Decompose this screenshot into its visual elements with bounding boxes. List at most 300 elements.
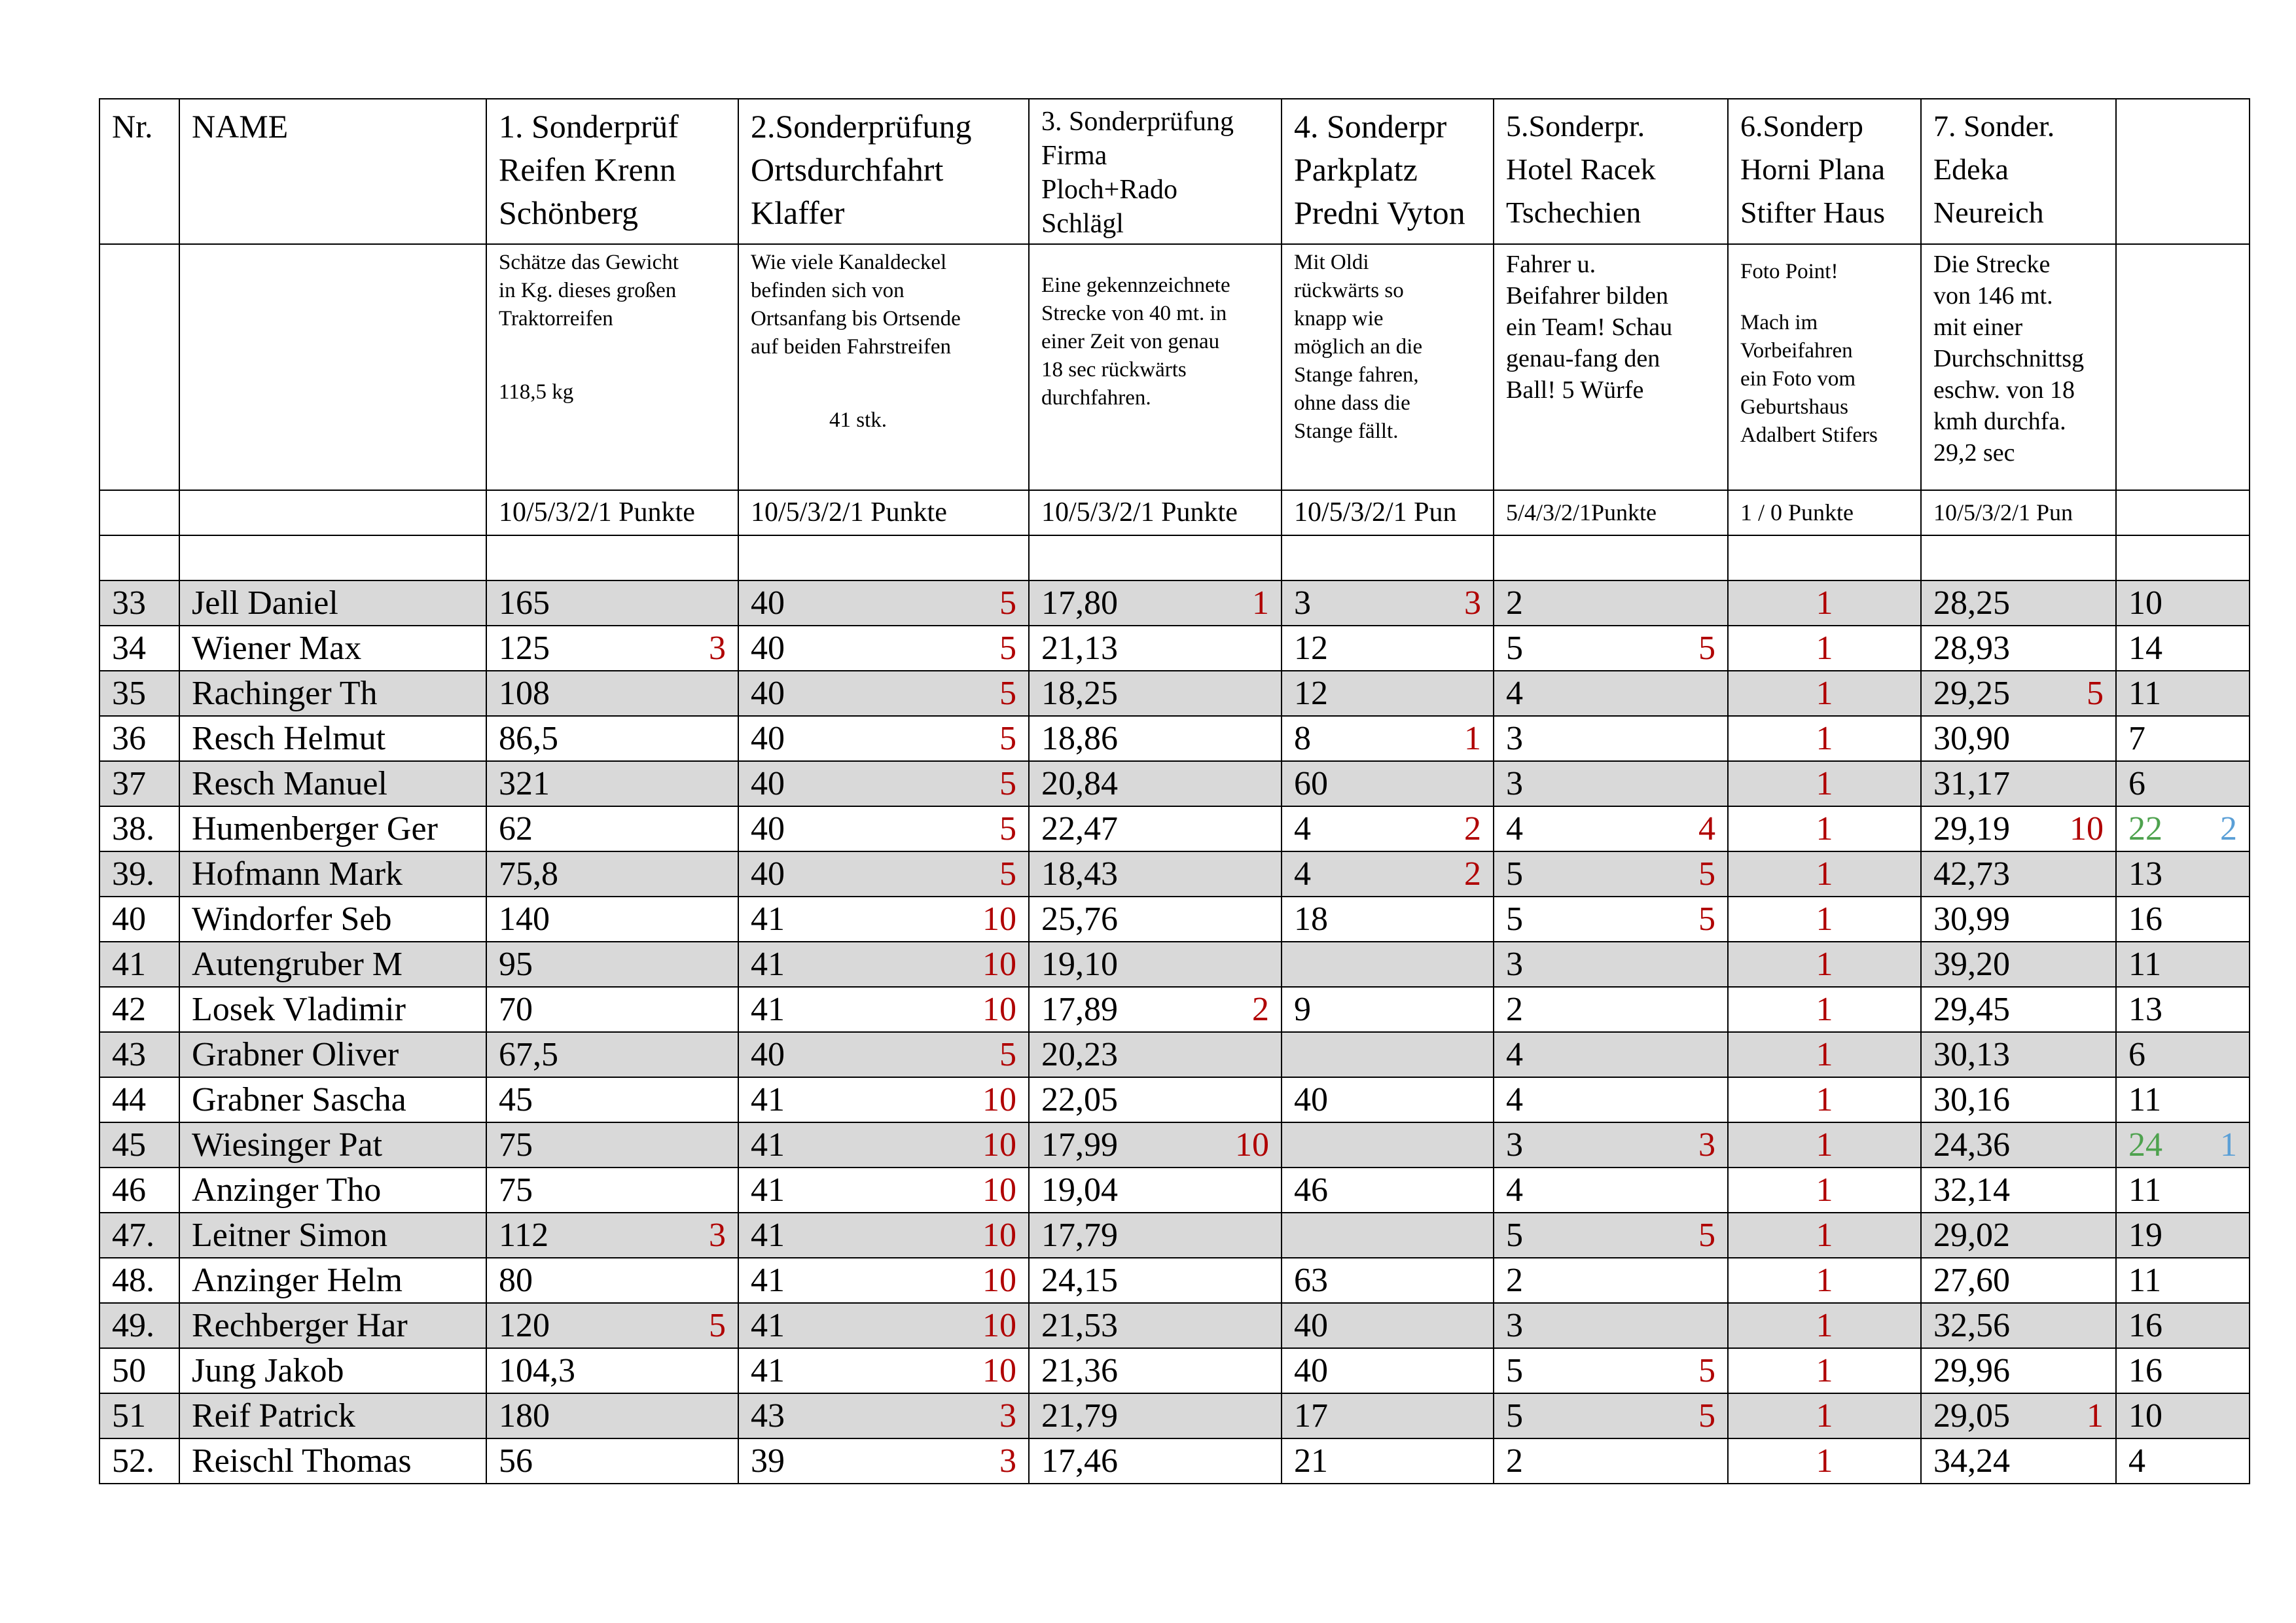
cell-name-value: Reischl Thomas xyxy=(192,1442,412,1480)
cell-sp7-value: 28,93 xyxy=(1933,630,2010,667)
cell-sp3-value: 19,04 xyxy=(1041,1171,1118,1209)
cell-sp4-value: 46 xyxy=(1294,1171,1328,1209)
cell-total-value: 16 xyxy=(2128,1352,2162,1389)
cell-sp7 xyxy=(1921,1032,2116,1077)
cell-sp1-value: 80 xyxy=(499,1262,533,1299)
cell-name xyxy=(179,1077,486,1122)
cell-total-value: 6 xyxy=(2128,1036,2145,1073)
header-sp7-line: 7. Sonder. xyxy=(1933,109,2055,143)
cell-sp2-value: 41 xyxy=(751,946,785,983)
header-sp4-line: Predni Vyton xyxy=(1294,194,1465,231)
cell-sp2 xyxy=(738,851,1029,897)
desc-line: befinden sich von xyxy=(751,279,905,302)
cell-total xyxy=(2116,806,2250,851)
desc-line: Adalbert Stifers xyxy=(1740,423,1878,447)
cell-total-value: 13 xyxy=(2128,855,2162,893)
cell-sp6-points: 1 xyxy=(1816,1262,1833,1299)
desc-line: Traktorreifen xyxy=(499,307,613,330)
cell-sp2-value: 41 xyxy=(751,1262,785,1299)
cell-sp3 xyxy=(1029,897,1282,942)
cell-sp1 xyxy=(486,761,738,806)
cell-total xyxy=(2116,1258,2250,1303)
cell-name-value: Jung Jakob xyxy=(192,1352,344,1389)
header-sp5-line: 5.Sonderpr. xyxy=(1506,109,1645,143)
cell-sp2 xyxy=(738,1393,1029,1438)
cell-total xyxy=(2116,671,2250,716)
table-row xyxy=(99,942,2250,987)
cell-nr-value: 49. xyxy=(112,1307,154,1344)
cell-name-value: Resch Manuel xyxy=(192,765,387,802)
cell-sp2-points: 5 xyxy=(999,765,1016,802)
cell-sp2 xyxy=(738,1258,1029,1303)
cell-name xyxy=(179,1122,486,1168)
cell-name xyxy=(179,897,486,942)
table-row xyxy=(99,987,2250,1032)
cell-sp6 xyxy=(1728,1213,1921,1258)
cell-sp2 xyxy=(738,761,1029,806)
desc-line: Ortsanfang bis Ortsende xyxy=(751,307,961,330)
cell-sp3-value: 18,43 xyxy=(1041,855,1118,893)
cell-sp5 xyxy=(1494,1213,1728,1258)
cell-sp3-value: 17,80 xyxy=(1041,584,1118,622)
cell-total-value: 6 xyxy=(2128,765,2145,802)
header-sp4-line: 4. Sonderpr xyxy=(1294,108,1447,145)
cell-sp2-value: 41 xyxy=(751,991,785,1028)
cell-sp4 xyxy=(1282,580,1494,626)
cell-sp1-points: 3 xyxy=(709,1217,726,1254)
cell-sp6-points: 1 xyxy=(1816,1352,1833,1389)
cell-sp5-value: 4 xyxy=(1506,675,1523,712)
cell-sp5 xyxy=(1494,1438,1728,1484)
cell-sp3 xyxy=(1029,1122,1282,1168)
header-sp5-line: Tschechien xyxy=(1506,196,1641,229)
cell-name-value: Hofmann Mark xyxy=(192,855,403,893)
cell-total xyxy=(2116,716,2250,761)
table-row xyxy=(99,1213,2250,1258)
cell-sp3-value: 17,89 xyxy=(1041,991,1118,1028)
cell-sp5 xyxy=(1494,761,1728,806)
cell-sp4-value: 21 xyxy=(1294,1442,1328,1480)
cell-sp7-points: 5 xyxy=(2087,675,2104,712)
header-sp1-line: 1. Sonderprüf xyxy=(499,108,679,145)
cell-total-value: 13 xyxy=(2128,991,2162,1028)
cell-sp2-value: 41 xyxy=(751,1307,785,1344)
cell-sp2 xyxy=(738,626,1029,671)
cell-sp5 xyxy=(1494,1122,1728,1168)
cell-sp2 xyxy=(738,1303,1029,1348)
cell-sp3-value: 21,79 xyxy=(1041,1397,1118,1435)
cell-sp7 xyxy=(1921,626,2116,671)
desc-line: genau-fang den xyxy=(1506,345,1660,372)
cell-sp3-points: 10 xyxy=(1235,1126,1269,1164)
cell-sp7 xyxy=(1921,942,2116,987)
table-row xyxy=(99,580,2250,626)
desc-sp4 xyxy=(1282,244,1494,490)
cell-sp2-value: 40 xyxy=(751,1036,785,1073)
cell-sp4 xyxy=(1282,1393,1494,1438)
cell-sp1-value: 86,5 xyxy=(499,720,558,757)
cell-sp1-value: 95 xyxy=(499,946,533,983)
cell-total xyxy=(2116,1393,2250,1438)
cell-nr-value: 38. xyxy=(112,810,154,847)
cell-sp6-points: 1 xyxy=(1816,1217,1833,1254)
desc-line: Durchschnittsg xyxy=(1933,345,2085,372)
desc-sp2 xyxy=(738,244,1029,490)
desc-line: einer Zeit von genau xyxy=(1041,329,1220,353)
cell-nr xyxy=(99,987,179,1032)
cell-total-value: 11 xyxy=(2128,1171,2162,1209)
cell-sp7 xyxy=(1921,671,2116,716)
cell-rank: 2 xyxy=(2220,810,2237,847)
cell-sp1 xyxy=(486,1303,738,1348)
cell-sp1-value: 56 xyxy=(499,1442,533,1480)
cell-sp2-points: 10 xyxy=(982,946,1016,983)
cell-sp5-value: 3 xyxy=(1506,1307,1523,1344)
cell-name xyxy=(179,1258,486,1303)
cell-name xyxy=(179,1438,486,1484)
cell-sp5-points: 5 xyxy=(1698,1352,1715,1389)
cell-sp5 xyxy=(1494,897,1728,942)
cell-sp5-value: 5 xyxy=(1506,901,1523,938)
cell-name xyxy=(179,1213,486,1258)
description-row xyxy=(99,244,2250,490)
cell-nr xyxy=(99,1213,179,1258)
header-sp4 xyxy=(1282,99,1494,244)
desc-line: 18 sec rückwärts xyxy=(1041,357,1187,382)
cell-sp1-value: 67,5 xyxy=(499,1036,558,1073)
cell-sp5-value: 3 xyxy=(1506,765,1523,802)
cell-sp6-points: 1 xyxy=(1816,1442,1833,1480)
cell-sp4-points: 2 xyxy=(1464,810,1481,847)
cell-sp1 xyxy=(486,806,738,851)
cell-sp4 xyxy=(1282,671,1494,716)
cell-sp3-value: 22,05 xyxy=(1041,1081,1118,1118)
header-sp5-line: Hotel Racek xyxy=(1506,152,1656,186)
cell-sp6-points: 1 xyxy=(1816,1307,1833,1344)
cell-sp4 xyxy=(1282,1077,1494,1122)
desc-line: Die Strecke xyxy=(1933,251,2051,278)
cell-sp1 xyxy=(486,1393,738,1438)
desc-line: Eine gekennzeichnete xyxy=(1041,273,1230,297)
desc-line: knapp wie xyxy=(1294,307,1384,330)
cell-name xyxy=(179,580,486,626)
cell-total-value: 7 xyxy=(2128,720,2145,757)
spacer-row xyxy=(99,535,2250,580)
cell-sp2-value: 40 xyxy=(751,765,785,802)
cell-sp6 xyxy=(1728,761,1921,806)
desc-line: Ball! 5 Würfe xyxy=(1506,376,1644,404)
cell-total xyxy=(2116,1438,2250,1484)
cell-sp5-value: 5 xyxy=(1506,1217,1523,1254)
cell-sp7 xyxy=(1921,1077,2116,1122)
cell-sp2-value: 41 xyxy=(751,901,785,938)
cell-nr xyxy=(99,1258,179,1303)
cell-sp1-value: 120 xyxy=(499,1307,550,1344)
cell-sp5-value: 5 xyxy=(1506,1352,1523,1389)
cell-sp4-points: 3 xyxy=(1464,584,1481,622)
cell-total-value: 11 xyxy=(2128,1262,2162,1299)
cell-sp3-value: 19,10 xyxy=(1041,946,1118,983)
cell-name-value: Grabner Oliver xyxy=(192,1036,399,1073)
cell-sp3-value: 21,13 xyxy=(1041,630,1118,667)
cell-sp5-value: 5 xyxy=(1506,630,1523,667)
cell-sp2-value: 40 xyxy=(751,720,785,757)
cell-sp6 xyxy=(1728,580,1921,626)
table-row xyxy=(99,716,2250,761)
cell-sp1-value: 321 xyxy=(499,765,550,802)
cell-sp1-value: 125 xyxy=(499,630,550,667)
desc-line: kmh durchfa. xyxy=(1933,408,2066,435)
cell-sp6-points: 1 xyxy=(1816,991,1833,1028)
cell-sp7-value: 30,99 xyxy=(1933,901,2010,938)
cell-sp7 xyxy=(1921,1393,2116,1438)
cell-sp7 xyxy=(1921,806,2116,851)
points-sp6: 1 / 0 Punkte xyxy=(1728,490,1921,535)
cell-sp6-points: 1 xyxy=(1816,946,1833,983)
cell-total-value: 4 xyxy=(2128,1442,2145,1480)
cell-sp2 xyxy=(738,1122,1029,1168)
cell-sp7 xyxy=(1921,1122,2116,1168)
desc-sp3 xyxy=(1029,244,1282,490)
cell-sp4 xyxy=(1282,761,1494,806)
cell-sp2-points: 10 xyxy=(982,1126,1016,1164)
table-row xyxy=(99,1438,2250,1484)
cell-sp6-points: 1 xyxy=(1816,1081,1833,1118)
cell-name xyxy=(179,1168,486,1213)
cell-name xyxy=(179,761,486,806)
cell-sp7 xyxy=(1921,1213,2116,1258)
cell-sp1 xyxy=(486,1213,738,1258)
cell-nr xyxy=(99,942,179,987)
cell-sp6 xyxy=(1728,671,1921,716)
cell-sp3 xyxy=(1029,1032,1282,1077)
cell-name xyxy=(179,987,486,1032)
cell-name-value: Losek Vladimir xyxy=(192,991,406,1028)
cell-sp6 xyxy=(1728,942,1921,987)
cell-sp7 xyxy=(1921,761,2116,806)
cell-sp1 xyxy=(486,1258,738,1303)
cell-sp5 xyxy=(1494,1168,1728,1213)
cell-sp4 xyxy=(1282,1122,1494,1168)
cell-sp7-value: 32,56 xyxy=(1933,1307,2010,1344)
cell-sp2 xyxy=(738,716,1029,761)
header-sp3 xyxy=(1029,99,1282,244)
cell-total xyxy=(2116,1348,2250,1393)
desc-line: 29,2 sec xyxy=(1933,439,2015,467)
cell-sp7 xyxy=(1921,1258,2116,1303)
cell-sp1-value: 75 xyxy=(499,1171,533,1209)
cell-sp4-value: 9 xyxy=(1294,991,1311,1028)
cell-nr-value: 44 xyxy=(112,1081,146,1118)
cell-sp1 xyxy=(486,580,738,626)
cell-sp3-value: 17,46 xyxy=(1041,1442,1118,1480)
cell-sp4 xyxy=(1282,987,1494,1032)
desc-line: Beifahrer bilden xyxy=(1506,282,1668,310)
desc-line: Fahrer u. xyxy=(1506,251,1596,278)
cell-sp1-value: 104,3 xyxy=(499,1352,575,1389)
cell-sp7-points: 10 xyxy=(2070,810,2104,847)
cell-sp4 xyxy=(1282,1168,1494,1213)
cell-sp6 xyxy=(1728,851,1921,897)
cell-sp1-points: 5 xyxy=(709,1307,726,1344)
cell-total xyxy=(2116,897,2250,942)
cell-sp5-value: 2 xyxy=(1506,1262,1523,1299)
desc-sp6 xyxy=(1728,244,1921,490)
points-sp7: 10/5/3/2/1 Pun xyxy=(1921,490,2116,535)
cell-sp6 xyxy=(1728,1168,1921,1213)
cell-sp1 xyxy=(486,942,738,987)
cell-sp1 xyxy=(486,671,738,716)
cell-nr-value: 47. xyxy=(112,1217,154,1254)
cell-sp4-value: 8 xyxy=(1294,720,1311,757)
cell-name-value: Windorfer Seb xyxy=(192,901,392,938)
cell-sp3 xyxy=(1029,987,1282,1032)
cell-sp2-points: 10 xyxy=(982,1081,1016,1118)
cell-sp2-points: 3 xyxy=(999,1397,1016,1435)
cell-sp2-value: 41 xyxy=(751,1171,785,1209)
cell-sp7 xyxy=(1921,1168,2116,1213)
cell-sp6 xyxy=(1728,1438,1921,1484)
cell-sp2-value: 40 xyxy=(751,855,785,893)
cell-sp6-points: 1 xyxy=(1816,675,1833,712)
cell-total-value: 19 xyxy=(2128,1217,2162,1254)
cell-sp1 xyxy=(486,1032,738,1077)
cell-sp3-points: 1 xyxy=(1252,584,1269,622)
cell-sp5 xyxy=(1494,1032,1728,1077)
cell-sp6-points: 1 xyxy=(1816,1126,1833,1164)
cell-sp2-points: 10 xyxy=(982,1307,1016,1344)
cell-sp3-value: 17,79 xyxy=(1041,1217,1118,1254)
cell-sp3 xyxy=(1029,851,1282,897)
cell-sp5-value: 3 xyxy=(1506,1126,1523,1164)
header-sp2 xyxy=(738,99,1029,244)
cell-nr xyxy=(99,1438,179,1484)
cell-sp7 xyxy=(1921,897,2116,942)
cell-sp7 xyxy=(1921,716,2116,761)
cell-nr xyxy=(99,1168,179,1213)
cell-sp5 xyxy=(1494,806,1728,851)
cell-sp5 xyxy=(1494,942,1728,987)
cell-total xyxy=(2116,1077,2250,1122)
cell-sp2-value: 39 xyxy=(751,1442,785,1480)
header-sp3-line: Schlägl xyxy=(1041,209,1124,239)
desc-line: durchfahren. xyxy=(1041,385,1151,410)
cell-sp4 xyxy=(1282,626,1494,671)
cell-sp5 xyxy=(1494,626,1728,671)
cell-sp5 xyxy=(1494,1393,1728,1438)
cell-sp3-value: 18,25 xyxy=(1041,675,1118,712)
cell-nr-value: 50 xyxy=(112,1352,146,1389)
cell-sp1-value: 140 xyxy=(499,901,550,938)
cell-sp4 xyxy=(1282,1258,1494,1303)
cell-sp2-points: 10 xyxy=(982,1352,1016,1389)
desc-line: Schätze das Gewicht xyxy=(499,251,679,274)
cell-sp1 xyxy=(486,1122,738,1168)
cell-sp2 xyxy=(738,987,1029,1032)
cell-nr xyxy=(99,1077,179,1122)
cell-nr-value: 35 xyxy=(112,675,146,712)
desc-line: Strecke von 40 mt. in xyxy=(1041,301,1227,325)
cell-sp3 xyxy=(1029,1168,1282,1213)
cell-total-value: 16 xyxy=(2128,901,2162,938)
cell-nr xyxy=(99,1122,179,1168)
cell-sp4 xyxy=(1282,806,1494,851)
cell-name-value: Reif Patrick xyxy=(192,1397,355,1435)
cell-sp7 xyxy=(1921,1438,2116,1484)
desc-line: Foto Point! xyxy=(1740,260,1839,283)
cell-total-value: 22 xyxy=(2128,810,2162,847)
cell-nr-value: 45 xyxy=(112,1126,146,1164)
cell-sp2-value: 41 xyxy=(751,1352,785,1389)
cell-sp5-value: 4 xyxy=(1506,1036,1523,1073)
header-sp2-line: Ortsdurchfahrt xyxy=(751,151,944,188)
cell-nr xyxy=(99,626,179,671)
header-sp7-line: Neureich xyxy=(1933,196,2044,229)
cell-sp2-points: 5 xyxy=(999,675,1016,712)
cell-sp7-value: 32,14 xyxy=(1933,1171,2010,1209)
cell-sp2 xyxy=(738,1438,1029,1484)
cell-sp5-value: 2 xyxy=(1506,991,1523,1028)
cell-sp6 xyxy=(1728,1303,1921,1348)
cell-name-value: Autengruber M xyxy=(192,946,403,983)
cell-total xyxy=(2116,1213,2250,1258)
cell-sp5-points: 5 xyxy=(1698,1397,1715,1435)
cell-nr-value: 42 xyxy=(112,991,146,1028)
cell-total-value: 11 xyxy=(2128,946,2162,983)
cell-sp2-points: 10 xyxy=(982,901,1016,938)
cell-name xyxy=(179,1032,486,1077)
table-row xyxy=(99,671,2250,716)
cell-name-value: Leitner Simon xyxy=(192,1217,387,1254)
desc-line: Stange fällt. xyxy=(1294,419,1399,443)
table-row xyxy=(99,626,2250,671)
cell-total-value: 14 xyxy=(2128,630,2162,667)
cell-sp3 xyxy=(1029,1077,1282,1122)
cell-sp7-value: 29,45 xyxy=(1933,991,2010,1028)
cell-name xyxy=(179,942,486,987)
header-row xyxy=(99,99,2250,244)
desc-line: Wie viele Kanaldeckel xyxy=(751,251,947,274)
header-total xyxy=(2116,99,2250,244)
cell-sp6-points: 1 xyxy=(1816,1036,1833,1073)
cell-sp2-value: 40 xyxy=(751,675,785,712)
cell-sp4 xyxy=(1282,1032,1494,1077)
cell-nr xyxy=(99,1303,179,1348)
desc-line: eschw. von 18 xyxy=(1933,376,2075,404)
table-row xyxy=(99,897,2250,942)
cell-sp1 xyxy=(486,851,738,897)
cell-nr xyxy=(99,851,179,897)
cell-sp6-points: 1 xyxy=(1816,855,1833,893)
cell-sp4-value: 4 xyxy=(1294,855,1311,893)
cell-sp2 xyxy=(738,897,1029,942)
cell-sp6 xyxy=(1728,1258,1921,1303)
desc-line: ohne dass die xyxy=(1294,391,1410,415)
cell-sp4 xyxy=(1282,942,1494,987)
cell-sp5-value: 5 xyxy=(1506,1397,1523,1435)
desc-line: Stange fahren, xyxy=(1294,363,1419,387)
cell-name-value: Anzinger Helm xyxy=(192,1262,403,1299)
cell-sp2 xyxy=(738,1213,1029,1258)
cell-total xyxy=(2116,987,2250,1032)
cell-sp3-points: 2 xyxy=(1252,991,1269,1028)
header-sp1-line: Schönberg xyxy=(499,194,638,231)
cell-nr xyxy=(99,761,179,806)
cell-nr-value: 37 xyxy=(112,765,146,802)
cell-nr-value: 52. xyxy=(112,1442,154,1480)
results-table xyxy=(99,98,2250,1484)
cell-sp5-points: 5 xyxy=(1698,855,1715,893)
